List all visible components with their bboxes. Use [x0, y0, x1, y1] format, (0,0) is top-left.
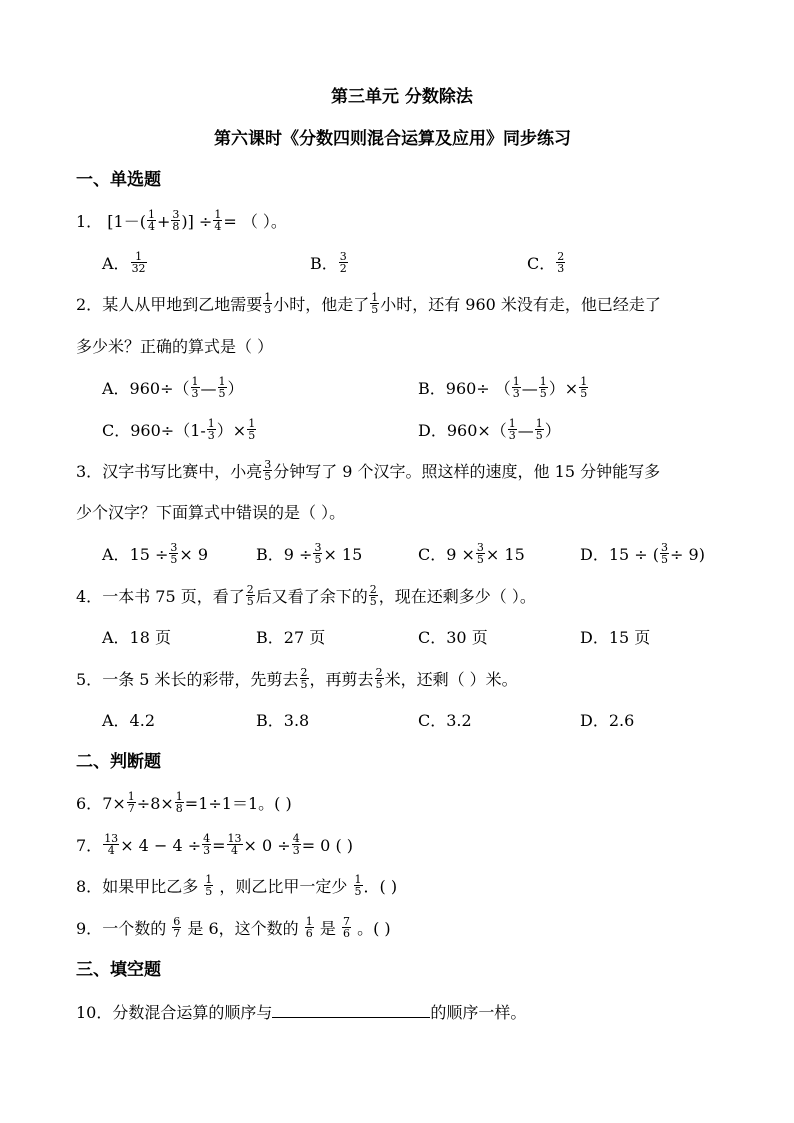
option-d: D．15 页	[580, 628, 651, 647]
option-d: D．960×（ $\frac{1}{3}$ — $\frac{1}{5}$ ）	[418, 417, 561, 442]
option-b: B．27 页	[256, 628, 326, 647]
option-b: B．9 ÷ $\frac{3}{5}$ × 15	[256, 541, 363, 566]
option-a: A．960÷（ $\frac{1}{3}$ — $\frac{1}{5}$ ）	[102, 375, 244, 400]
option-c: C．9 × $\frac{3}{5}$ × 15	[418, 541, 525, 566]
question-3: 3．汉字书写比赛中，小亮 $\frac{3}{5}$ 分钟写了 9 个汉字。照这样的速度，他 15 分钟能写多	[76, 458, 661, 483]
question-3-line2: 少个汉字？下面算式中错误的是（ ）。	[76, 503, 346, 522]
fraction: $\frac{1}{4}$	[147, 208, 155, 233]
fraction: $\frac{3}{8}$	[172, 208, 180, 233]
option-b: B．960÷ （ $\frac{1}{3}$ — $\frac{1}{5}$ ）× $\frac{1}{5}$	[418, 375, 588, 400]
option-c: C．960÷（1- $\frac{1}{3}$ ）× $\frac{1}{5}$	[102, 417, 256, 442]
question-2: 2．某人从甲地到乙地需要 $\frac{1}{3}$ 小时，他走了 $\frac{1}{5}$ 小时，还有 960 米没有走，他已经走了	[76, 291, 661, 316]
question-4: 4．一本书 75 页，看了 $\frac{2}{5}$ 后又看了余下的 $\frac{2}{5}$ ，现在还剩多少（ ）。	[76, 583, 536, 608]
question-5: 5．一条 5 米长的彩带，先剪去 $\frac{2}{5}$ ，再剪去 $\frac{2}{5}$ 米，还剩（ ）米。	[76, 666, 518, 691]
option-d: D．2.6	[580, 711, 635, 730]
question-1	[76, 208, 287, 234]
option-a: A．15 ÷ $\frac{3}{5}$ × 9	[102, 541, 209, 566]
answer-blank[interactable]	[272, 1001, 430, 1018]
option-a: A．4.2	[102, 711, 156, 730]
section-heading-single-choice: 一、单选题	[76, 170, 161, 190]
section-heading-fill-blank: 三、填空题	[76, 960, 161, 980]
option-b: B．3.8	[256, 711, 310, 730]
question-8: 8．如果甲比乙多 $\frac{1}{5}$ ，则乙比甲一定少 $\frac{1}{5}$ ．( )	[76, 873, 398, 898]
option-d: D．15 ÷ ( $\frac{3}{5}$ ÷ 9)	[580, 541, 705, 566]
fraction: $\frac{1}{4}$	[214, 208, 222, 233]
page-title: 第三单元 分数除法	[331, 87, 473, 107]
option-c: C． $\frac{2}{3}$	[527, 250, 565, 275]
page-subtitle: 第六课时《分数四则混合运算及应用》同步练习	[214, 129, 571, 149]
expr: [1－( $\frac{1}{4}$ + $\frac{3}{8}$ )] ÷ $\frac{1}{4}$ = （ ）。	[107, 208, 287, 233]
option-a: A．18 页	[102, 628, 172, 647]
question-number: 1．	[76, 212, 103, 231]
option-c: C．3.2	[418, 711, 472, 730]
option-b: B． $\frac{3}{2}$	[310, 250, 347, 275]
question-10: 10．分数混合运算的顺序与 的顺序一样。	[76, 1003, 527, 1022]
question-7: 7． $\frac{13}{4}$ × 4 − 4 ÷ $\frac{4}{3}$ = $\frac{13}{4}$ × 0 ÷ $\frac{4}{3}$ = 0 ( )	[76, 832, 354, 857]
question-2-line2: 多少米？正确的算式是（ ）	[76, 337, 274, 356]
option-c: C．30 页	[418, 628, 488, 647]
question-6: 6．7× $\frac{1}{7}$ ÷8× $\frac{1}{8}$ =1÷1＝1。( )	[76, 790, 292, 815]
question-9: 9．一个数的 $\frac{6}{7}$ 是 6，这个数的 $\frac{1}{6}$ 是 $\frac{7}{6}$ 。( )	[76, 915, 391, 940]
section-heading-true-false: 二、判断题	[76, 752, 161, 772]
option-a: A． $\frac{1}{32}$	[102, 250, 146, 275]
